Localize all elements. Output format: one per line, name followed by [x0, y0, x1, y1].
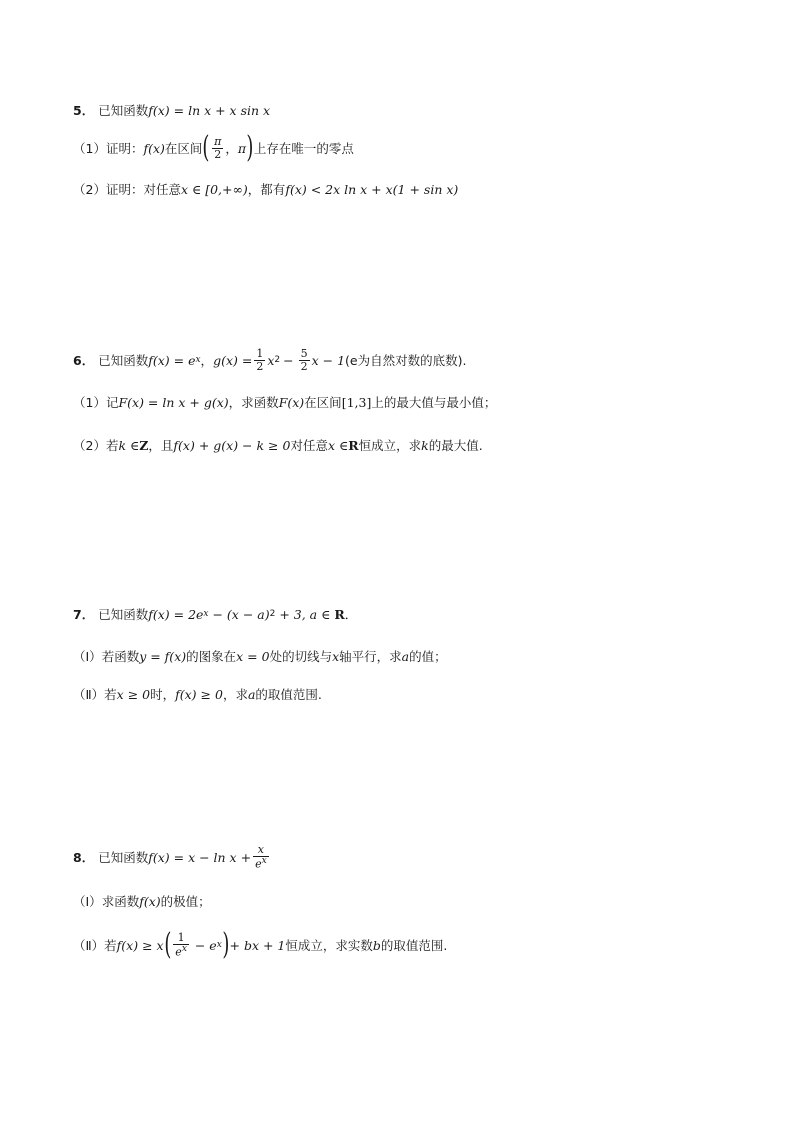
frac-numerator: 1 — [256, 346, 264, 360]
part-text: 处的切线与 — [269, 649, 333, 664]
part-text: ，求函数 — [228, 395, 279, 410]
stem-var: x — [267, 352, 275, 368]
part-label: （2） — [73, 182, 106, 197]
part-text: 对任意 — [290, 438, 328, 453]
stem-formula-2: − (x − a) — [208, 606, 270, 622]
part-formula-2: f(x) + g(x) − k ≥ 0 — [173, 437, 291, 453]
part-text: 时， — [150, 687, 176, 702]
part-label: （Ⅰ） — [73, 894, 102, 909]
superscript: x — [181, 943, 187, 954]
part-formula: x ≥ 0 — [116, 686, 151, 702]
fraction — [253, 844, 269, 870]
problem-6-part-2 — [73, 430, 483, 460]
problem-number: 6． — [73, 353, 95, 368]
part-formula: f(x) — [143, 140, 165, 156]
part-text: 的取值范围. — [255, 687, 322, 702]
set-symbol: Z — [139, 437, 149, 453]
part-formula-2: x = 0 — [236, 648, 270, 664]
part-text: 若 — [105, 438, 119, 453]
close-paren: ) — [222, 927, 230, 962]
part-text: 在区间 — [164, 141, 203, 156]
stem-formula-f: f(x) = e — [148, 352, 196, 368]
problem-7-stem — [73, 599, 357, 629]
part-label: （Ⅰ） — [73, 649, 102, 664]
part-label: （Ⅱ） — [73, 687, 105, 702]
stem-formula-3: + 3, a ∈ — [275, 606, 335, 622]
fraction — [212, 136, 223, 160]
part-formula: x ∈ [0,+∞) — [180, 181, 248, 197]
problem-8-part-2 — [73, 927, 447, 963]
part-formula-2: F(x) — [278, 394, 305, 410]
frac-denominator — [173, 944, 189, 958]
part-text: 上存在唯一的零点 — [253, 141, 354, 156]
stem-formula: f(x) = ln x + x sin x — [148, 102, 271, 118]
part-label: （Ⅱ） — [73, 938, 105, 953]
part-formula-4: a — [401, 648, 410, 664]
part-formula-2: f(x) < 2x ln x + x(1 + sin x) — [285, 181, 459, 197]
part-text: 轴平行，求 — [339, 649, 402, 664]
superscript: 2 — [269, 609, 276, 619]
superscript: x — [216, 940, 222, 950]
part-text: ，且 — [148, 438, 174, 453]
part-formula-3: x ∈ — [327, 437, 349, 453]
part-text: 的值； — [409, 649, 447, 664]
part-formula: f(x) — [139, 893, 161, 909]
minus-term: − e — [190, 937, 217, 953]
part-text: ，都有 — [247, 182, 286, 197]
frac-denominator: 2 — [214, 147, 222, 161]
problem-7-part-1 — [73, 641, 447, 671]
part-text: ，求 — [222, 687, 248, 702]
minus-sign: − — [283, 352, 294, 368]
superscript: x — [203, 609, 209, 619]
part-text: 证明： — [105, 141, 144, 156]
stem-separator: ， — [200, 353, 214, 368]
frac-den-base: e — [255, 857, 262, 871]
part-text: 若 — [104, 687, 117, 702]
superscript: x — [195, 355, 201, 365]
part-text: 证明：对任意 — [105, 182, 181, 197]
stem-formula-tail: x − 1 — [311, 352, 346, 368]
frac-denominator — [253, 856, 269, 870]
stem-text: 已知函数 — [98, 607, 149, 622]
set-symbol: R — [334, 606, 345, 622]
part-text: 若 — [104, 938, 117, 953]
part-text: 恒成立，求实数 — [285, 938, 373, 953]
stem-end: ． — [344, 607, 358, 622]
frac-den-base: e — [175, 945, 182, 959]
problem-number: 8． — [73, 850, 95, 865]
stem-text: 已知函数 — [98, 850, 149, 865]
stem-note: (e为自然对数的底数). — [345, 353, 467, 368]
part-formula-3: a — [247, 686, 256, 702]
superscript: 2 — [274, 355, 281, 365]
part-label: （1） — [73, 395, 106, 410]
part-formula-3: b — [372, 937, 381, 953]
part-text: 的取值范围. — [380, 938, 448, 953]
problem-7-part-2 — [73, 679, 322, 709]
part-text: 的极值； — [160, 894, 211, 909]
part-formula: f(x) ≥ x — [116, 937, 164, 953]
part-formula-2: + bx + 1 — [229, 937, 286, 953]
open-paren: ( — [202, 130, 210, 165]
part-label: （1） — [73, 141, 106, 156]
open-paren: ( — [163, 927, 171, 962]
part-text: 恒成立，求 — [358, 438, 422, 453]
set-symbol: R — [348, 437, 359, 453]
part-formula-2: f(x) ≥ 0 — [175, 686, 223, 702]
part-text: 在区间 — [304, 395, 342, 410]
frac-denominator: 2 — [256, 359, 264, 373]
part-text: 求函数 — [101, 894, 140, 909]
part-formula: F(x) = ln x + g(x) — [118, 394, 229, 410]
problem-5-part-2 — [73, 174, 458, 204]
problem-6-part-1 — [73, 387, 496, 417]
problem-6-stem — [73, 345, 466, 375]
frac-numerator: 1 — [177, 931, 185, 945]
stem-text: 已知函数 — [98, 353, 149, 368]
part-formula-3: [1,3] — [341, 394, 372, 410]
interval-end: π — [237, 140, 247, 156]
stem-text: 已知函数 — [98, 103, 149, 118]
stem-formula: f(x) = x − ln x + — [148, 849, 252, 865]
frac-numerator: π — [214, 134, 222, 148]
frac-numerator: x — [257, 843, 264, 857]
part-formula: k ∈ — [118, 437, 140, 453]
problem-number: 5． — [73, 103, 95, 118]
fraction — [254, 348, 265, 372]
part-formula-4: k — [421, 437, 429, 453]
interval-separator: ， — [225, 141, 238, 156]
part-formula-3: x — [332, 648, 340, 664]
frac-denominator: 2 — [300, 359, 308, 373]
stem-formula: f(x) = 2e — [148, 606, 204, 622]
part-text: 的图象在 — [186, 649, 237, 664]
problem-8-stem — [73, 842, 271, 872]
fraction — [173, 932, 189, 958]
part-text: 若函数 — [101, 649, 140, 664]
problem-number: 7． — [73, 607, 95, 622]
part-text: 上的最大值与最小值； — [371, 395, 497, 410]
problem-5-stem — [73, 95, 270, 125]
frac-numerator: 5 — [300, 346, 308, 360]
part-label: （2） — [73, 438, 106, 453]
part-text: 的最大值. — [428, 438, 483, 453]
close-paren: ) — [246, 130, 254, 165]
part-text: 记 — [105, 395, 119, 410]
fraction — [299, 348, 310, 372]
problem-5-part-1 — [73, 130, 354, 165]
superscript: x — [261, 855, 267, 866]
problem-8-part-1 — [73, 886, 211, 916]
stem-formula-g: g(x) = — [213, 352, 253, 368]
part-formula: y = f(x) — [139, 648, 187, 664]
